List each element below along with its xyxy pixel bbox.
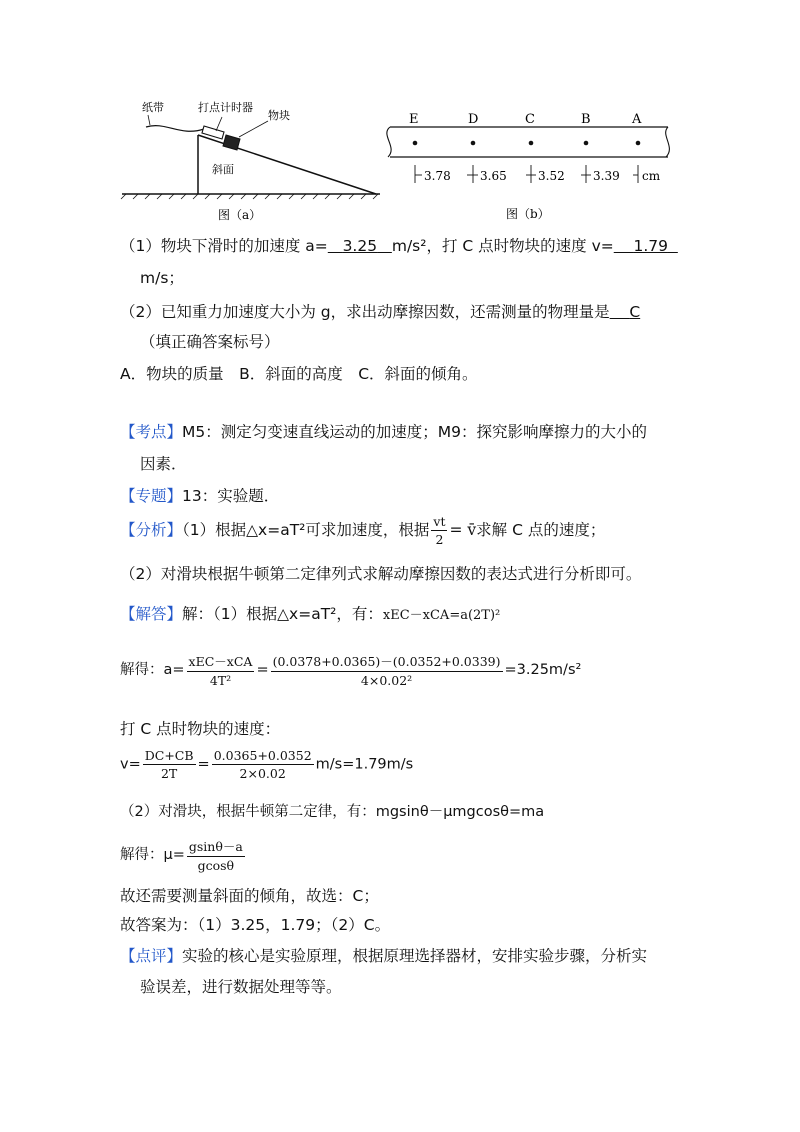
jieda: 【解答】解：（1）根据△x=aT²，有：xEC－xCA=a(2T)² — [120, 605, 501, 623]
label-incline: 斜面 — [212, 163, 234, 176]
solve-velocity: v= $\frac{DC+CB}{2T}$ = $\frac{0.0365+0.0352}{2\times 0.02}$ m/s=1.79m/s — [120, 748, 414, 781]
fraction-numeric: $\frac{(0.0378+0.0365)-(0.0352+0.0339)}{\text{4×0.02²}}$ — [272, 654, 501, 688]
solve-acceleration: 解得：a= $\frac{\text{xEC－xCA}}{\text{4T²}}$ = $\frac{(0.0378+0.0365)-(0.0352+0.0339)}{\text{4×0.02²}}$ =3.25m/s² — [120, 654, 582, 688]
answer-blank-acceleration: 3.25 — [342, 237, 378, 255]
kaodian: 【考点】M5：测定匀变速直线运动的加速度；M9：探究影响摩擦力的大小的 — [120, 423, 647, 441]
point-B: B — [581, 112, 591, 127]
fenxi-tag: 【分析】 — [120, 521, 183, 539]
unit-cm: cm — [642, 169, 661, 183]
fenxi-line2: （2）对滑块根据牛顿第二定律列式求解动摩擦因数的表达式进行分析即可。 — [120, 565, 642, 583]
point-E: E — [409, 112, 419, 127]
segment-ED: 3.78 — [424, 169, 451, 183]
zhuanti-tag: 【专题】 — [120, 487, 183, 505]
fraction-symbolic: $\frac{\text{xEC－xCA}}{\text{4T²}}$ — [188, 654, 253, 688]
dianping: 【点评】实验的核心是实验原理，根据原理选择器材，安排实验步骤，分析实 — [120, 947, 648, 965]
fenxi: 【分析】（1）根据△x=aT²可求加速度，根据 $\frac{vt}{2}$ = v̄求解 C 点的速度； — [120, 514, 606, 547]
figure-b — [376, 105, 676, 230]
segment-CB: 3.52 — [538, 169, 565, 183]
options: A．物块的质量 B．斜面的高度 C．斜面的倾角。 — [120, 365, 478, 383]
label-timer: 打点计时器 — [198, 101, 253, 114]
fraction-velocity-numeric: $\frac{0.0365+0.0352}{2\times 0.02}$ — [213, 748, 312, 781]
point-C: C — [525, 112, 535, 127]
zhuanti: 【专题】13：实验题． — [120, 487, 280, 505]
question-2-note: （填正确答案标号） — [140, 333, 280, 351]
fraction-velocity-symbolic: $\frac{DC+CB}{2T}$ — [144, 748, 194, 781]
conclusion-1: 故还需要测量斜面的倾角，故选：C； — [120, 887, 379, 905]
equation-delta-x: xEC－xCA=a(2T)² — [382, 608, 501, 623]
label-block: 物块 — [268, 109, 290, 122]
question-2: （2）已知重力加速度大小为 g，求出动摩擦因数，还需测量的物理量是 C — [120, 303, 641, 321]
conclusion-2: 故答案为：（1）3.25，1.79；（2）C。 — [120, 916, 391, 934]
fraction-mu: $\frac{gsin\theta-a}{gcos\theta}$ — [188, 839, 243, 873]
dianping-tag: 【点评】 — [120, 947, 183, 965]
fraction-vt-over-2: $\frac{vt}{2}$ — [433, 514, 446, 547]
vc-label: 打 C 点时物块的速度： — [120, 720, 281, 738]
point-A: A — [632, 112, 642, 127]
label-paper-tape: 纸带 — [142, 101, 164, 114]
jieda-tag: 【解答】 — [120, 605, 183, 623]
figure-a — [118, 95, 388, 230]
kaodian-tag: 【考点】 — [120, 423, 183, 441]
caption-b: 图（b） — [506, 207, 550, 221]
segment-BA: 3.39 — [593, 169, 620, 183]
dianping-cont: 验误差，进行数据处理等等。 — [140, 978, 342, 996]
question-1-unit: m/s； — [140, 269, 184, 287]
point-D: D — [468, 112, 479, 127]
answer-blank-quantity: C — [629, 303, 641, 321]
q2-newton: （2）对滑块，根据牛顿第二定律，有：mgsinθ－μmgcosθ=ma — [120, 804, 545, 820]
solve-mu: 解得：μ= $\frac{gsin\theta-a}{gcos\theta}$ — [120, 839, 243, 873]
segment-DC: 3.65 — [480, 169, 507, 183]
answer-blank-velocity: 1.79 — [633, 237, 668, 255]
question-1: （1）物块下滑时的加速度 a= 3.25 m/s²，打 C 点时物块的速度 v= 1.79 — [120, 234, 678, 256]
kaodian-cont: 因素． — [140, 455, 187, 473]
caption-a: 图（a） — [218, 208, 262, 222]
